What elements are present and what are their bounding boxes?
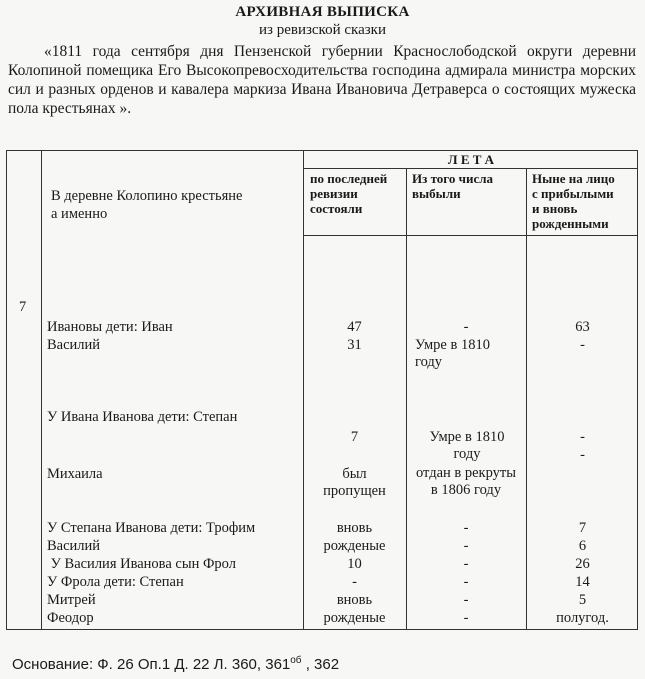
col3-value: 63 bbox=[575, 319, 590, 335]
table-row-name: Ивановы дети: Иван bbox=[47, 319, 173, 335]
census-table bbox=[6, 150, 638, 630]
col1-header bbox=[310, 171, 387, 216]
col1-value: вновь bbox=[336, 520, 373, 536]
table-row-name: Митрей bbox=[47, 592, 96, 608]
table-row-name: У Василия Иванова сын Фрол bbox=[47, 556, 236, 572]
table-row-name: У Степана Иванова дети: Трофим bbox=[47, 520, 256, 536]
col3-value: 14 bbox=[575, 574, 590, 590]
col2-value: Умре в 1810 году bbox=[415, 337, 490, 370]
col2-value: - bbox=[463, 538, 469, 554]
col3-value: - bbox=[580, 429, 585, 445]
row-number: 7 bbox=[19, 299, 27, 315]
col1-value: 7 bbox=[350, 429, 359, 445]
archive-basis bbox=[12, 655, 339, 673]
col1-value: - bbox=[352, 574, 357, 590]
col1-header-line: ревизии bbox=[310, 186, 358, 201]
col3-header-line: и вновь bbox=[532, 201, 578, 216]
intro-paragraph: «1811 года сентября дня Пензенской губернии Краснослободской округи деревни Колопиной помещика Его Высокопревосходительства господина адмирала министра морских сил и разных орденов и кавалера маркиза Ивана Ивановича Детраверса о состоящих мужеска пола крестьянах ». bbox=[8, 43, 636, 117]
col1-value: 31 bbox=[347, 337, 362, 353]
basis-suffix: , 362 bbox=[305, 656, 340, 673]
table-row-name: Василий bbox=[47, 538, 101, 554]
col3-value: - bbox=[580, 447, 585, 463]
col1-value: вновь bbox=[336, 592, 373, 608]
col3-value: полугод. bbox=[556, 610, 609, 626]
col2-value: отдан в рекруты в 1806 году bbox=[416, 465, 516, 498]
col3-value: - bbox=[580, 337, 585, 353]
col1-header-line: по последней bbox=[310, 171, 388, 186]
col2-value: - bbox=[463, 574, 469, 590]
col3-value: 26 bbox=[575, 556, 590, 572]
col1-value: был пропущен bbox=[323, 466, 386, 499]
table-row-name: Михаила bbox=[47, 466, 103, 482]
basis-superscript: об bbox=[290, 655, 302, 666]
col1-value: 47 bbox=[347, 319, 362, 335]
basis-reference: Основание: Ф. 26 Оп.1 Д. 22 Л. 360, 361 bbox=[12, 656, 291, 673]
col1-value: 10 bbox=[347, 556, 362, 572]
col2-header bbox=[412, 171, 493, 201]
col1-header-line: состояли bbox=[310, 201, 363, 216]
header-divider bbox=[303, 168, 637, 169]
col3-header-line: Ныне на лицо bbox=[532, 171, 615, 186]
col3-value: 6 bbox=[578, 538, 587, 554]
village-header-line2: а именно bbox=[51, 206, 108, 222]
col3-header-line: с прибылыми bbox=[532, 186, 614, 201]
table-row-name: У Фрола дети: Степан bbox=[47, 574, 184, 590]
years-header: Л Е Т А bbox=[447, 152, 495, 167]
col3-value: 7 bbox=[578, 520, 587, 536]
col2-value: - bbox=[463, 319, 469, 335]
col2-value: - bbox=[463, 556, 469, 572]
col2-header-line: выбыли bbox=[412, 186, 461, 201]
col3-header bbox=[532, 171, 615, 231]
table-row-name: Феодор bbox=[47, 610, 94, 626]
village-header-line1: В деревне Колопино крестьяне bbox=[51, 188, 243, 204]
document-title: АРХИВНАЯ ВЫПИСКА bbox=[235, 4, 410, 20]
col3-header-line: рожденными bbox=[532, 216, 609, 231]
table-row-name: Василий bbox=[47, 337, 101, 353]
table-row-name: У Ивана Иванова дети: Степан bbox=[47, 409, 238, 425]
header-divider bbox=[303, 235, 637, 236]
col2-header-line: Из того числа bbox=[412, 171, 494, 186]
col2-value: Умре в 1810 году bbox=[429, 429, 505, 462]
column-divider bbox=[41, 151, 42, 629]
col1-value: рожденые bbox=[323, 538, 386, 554]
col2-value: - bbox=[463, 610, 469, 626]
document-subtitle: из ревизской сказки bbox=[259, 22, 386, 38]
col2-value: - bbox=[463, 520, 469, 536]
col1-value: рожденые bbox=[323, 610, 386, 626]
col2-value: - bbox=[463, 592, 469, 608]
col3-value: 5 bbox=[578, 592, 587, 608]
